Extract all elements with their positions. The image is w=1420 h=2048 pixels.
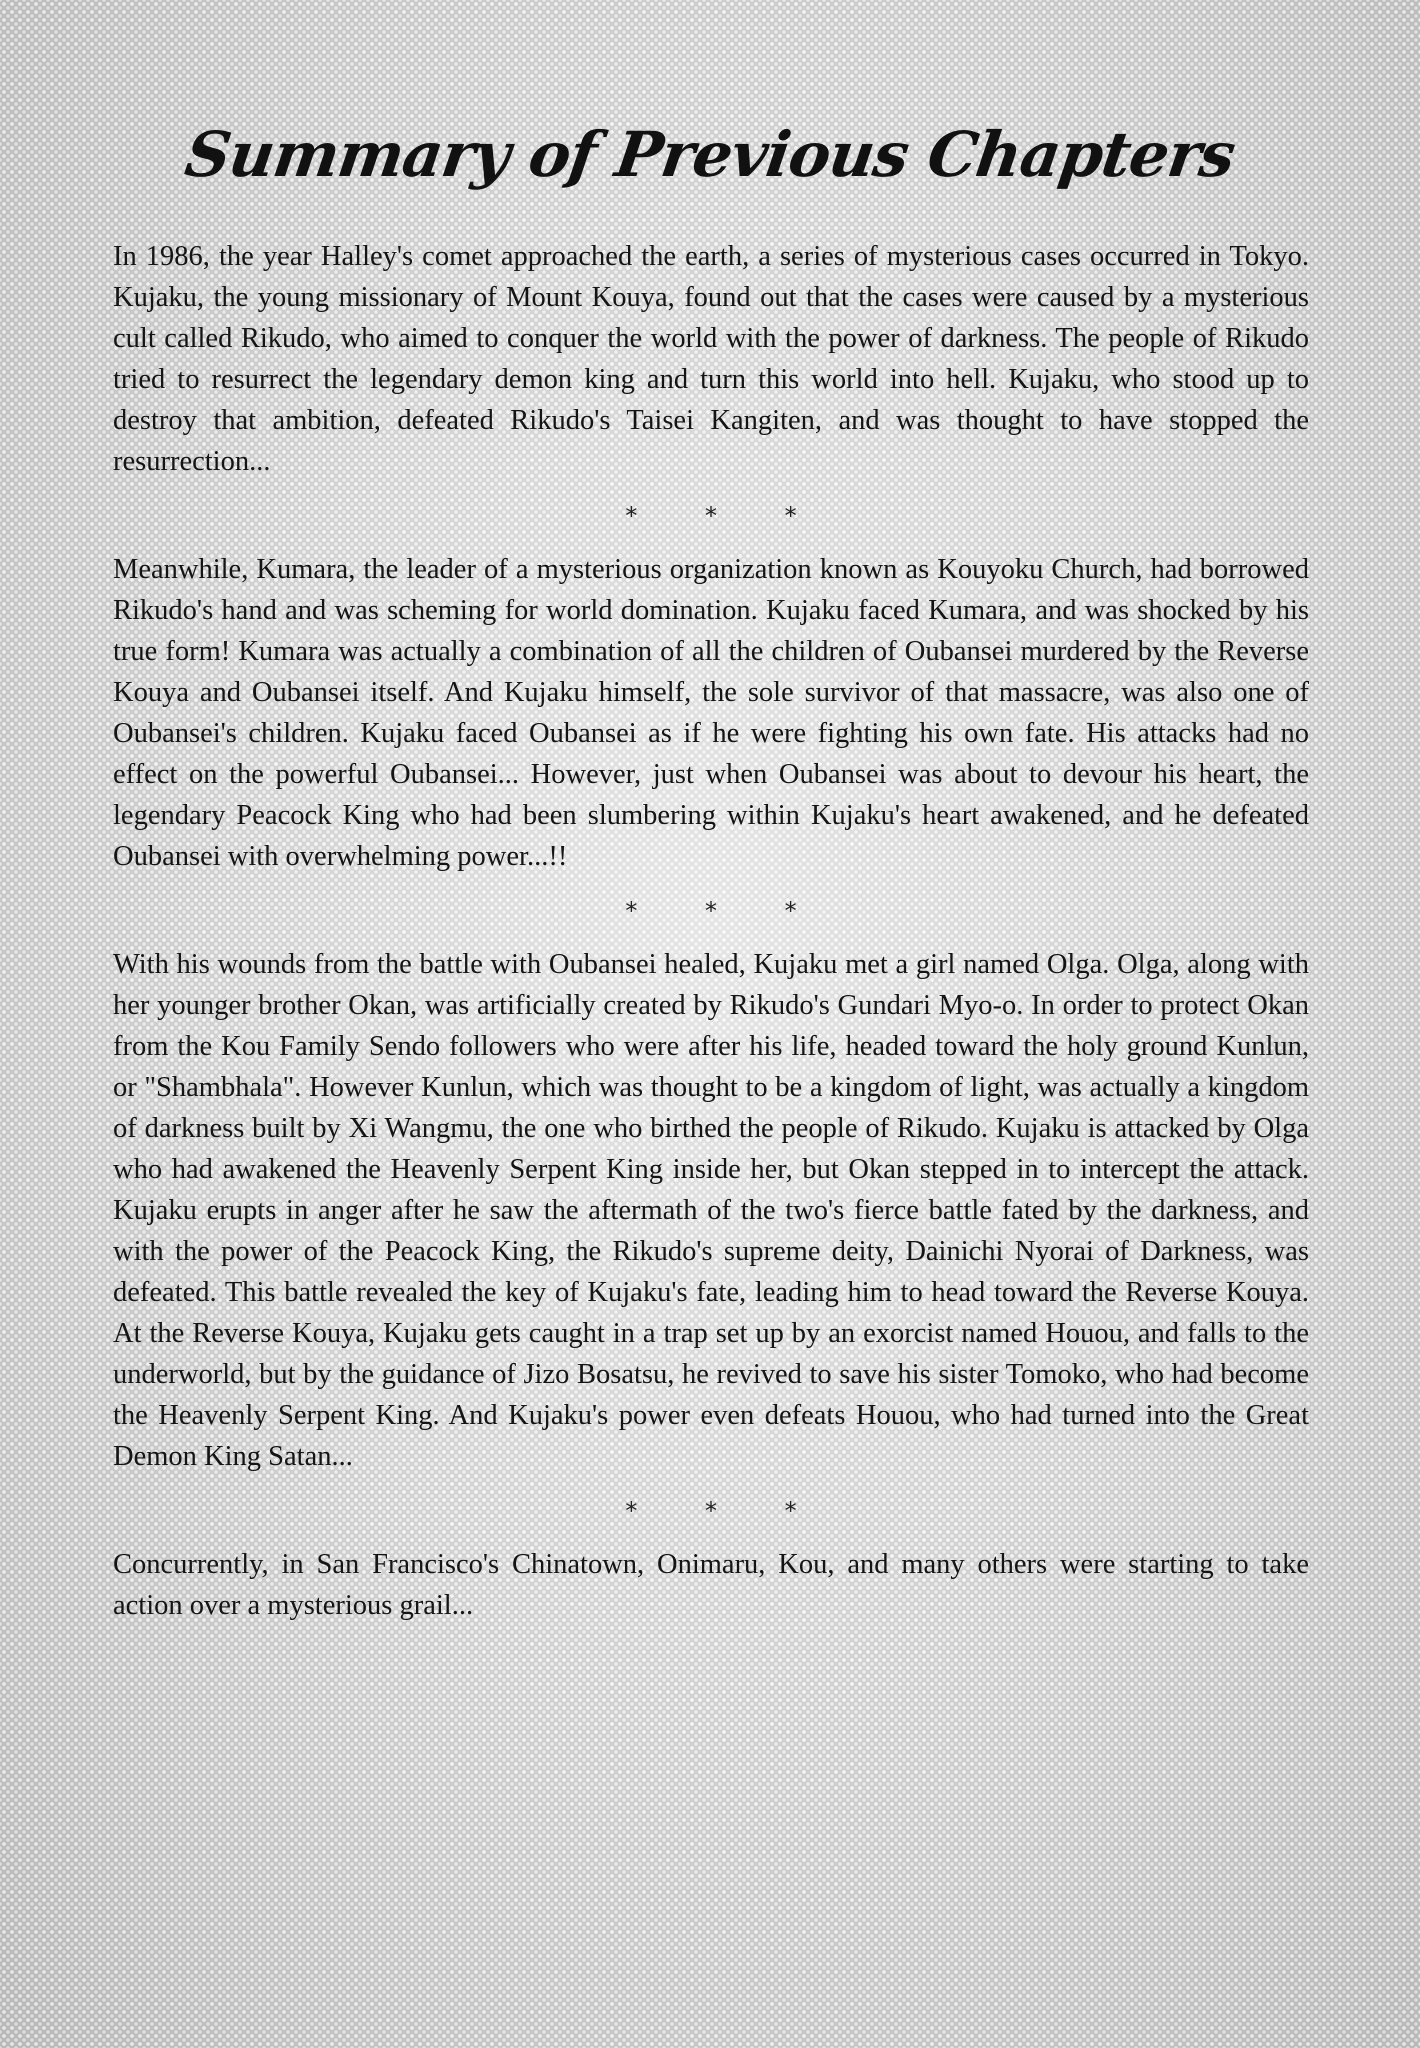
page-title: Summary of Previous Chapters: [180, 118, 1240, 191]
summary-paragraph-4: Concurrently, in San Francisco's Chinatown, Onimaru, Kou, and many others were starting to take action over a mysterious grail...: [113, 1549, 1309, 1621]
section-divider-asterisks: * * *: [625, 502, 827, 530]
summary-paragraph-1: In 1986, the year Halley's comet approached the earth, a series of mysterious cases occurred in Tokyo. Kujaku, the young missionary of Mount Kouya, found out that the cases were caused by a mysterious cult called Rikudo, who aimed to conquer the world with the power of darkness. The people of Rikudo tried to resurrect the legendary demon king and turn this world into hell. Kujaku, who stood up to destroy that ambition, defeated Rikudo's Taisei Kangiten, and was thought to have stopped the resurrection...: [113, 241, 1309, 477]
summary-paragraph-2: Meanwhile, Kumara, the leader of a mysterious organization known as Kouyoku Church, had borrowed Rikudo's hand and was scheming for world domination. Kujaku faced Kumara, and was shocked by his true form! Kumara was actually a combination of all the children of Oubansei murdered by the Reverse Kouya and Oubansei itself. And Kujaku himself, the sole survivor of that massacre, was also one of Oubansei's children. Kujaku faced Oubansei as if he were fighting his own fate. His attacks had no effect on the powerful Oubansei... However, just when Oubansei was about to devour his heart, the legendary Peacock King who had been slumbering within Kujaku's heart awakened, and he defeated Oubansei with overwhelming power...!!: [113, 554, 1309, 872]
summary-paragraph-3: With his wounds from the battle with Oubansei healed, Kujaku met a girl named Olga. Olga, along with her younger brother Okan, was artificially created by Rikudo's Gundari Myo-o. In order to protect Okan from the Kou Family Sendo followers who were after his life, headed toward the holy ground Kunlun, or "Shambhala". However Kunlun, which was thought to be a kingdom of light, was actually a kingdom of darkness built by Xi Wangmu, the one who birthed the people of Rikudo. Kujaku is attacked by Olga who had awakened the Heavenly Serpent King inside her, but Okan stepped in to intercept the attack. Kujaku erupts in anger after he saw the aftermath of the two's fierce battle fated by the darkness, and with the power of the Peacock King, the Rikudo's supreme deity, Dainichi Nyorai of Darkness, was defeated. This battle revealed the key of Kujaku's fate, leading him to head toward the Reverse Kouya. At the Reverse Kouya, Kujaku gets caught in a trap set up by an exorcist named Houou, and falls to the underworld, but by the guidance of Jizo Bosatsu, he revived to save his sister Tomoko, who had become the Heavenly Serpent King. And Kujaku's power even defeats Houou, who had turned into the Great Demon King Satan...: [113, 949, 1309, 1472]
summary-body: [113, 236, 1309, 1626]
section-divider-asterisks: * * *: [625, 897, 827, 925]
section-divider-asterisks: * * *: [625, 1497, 827, 1525]
